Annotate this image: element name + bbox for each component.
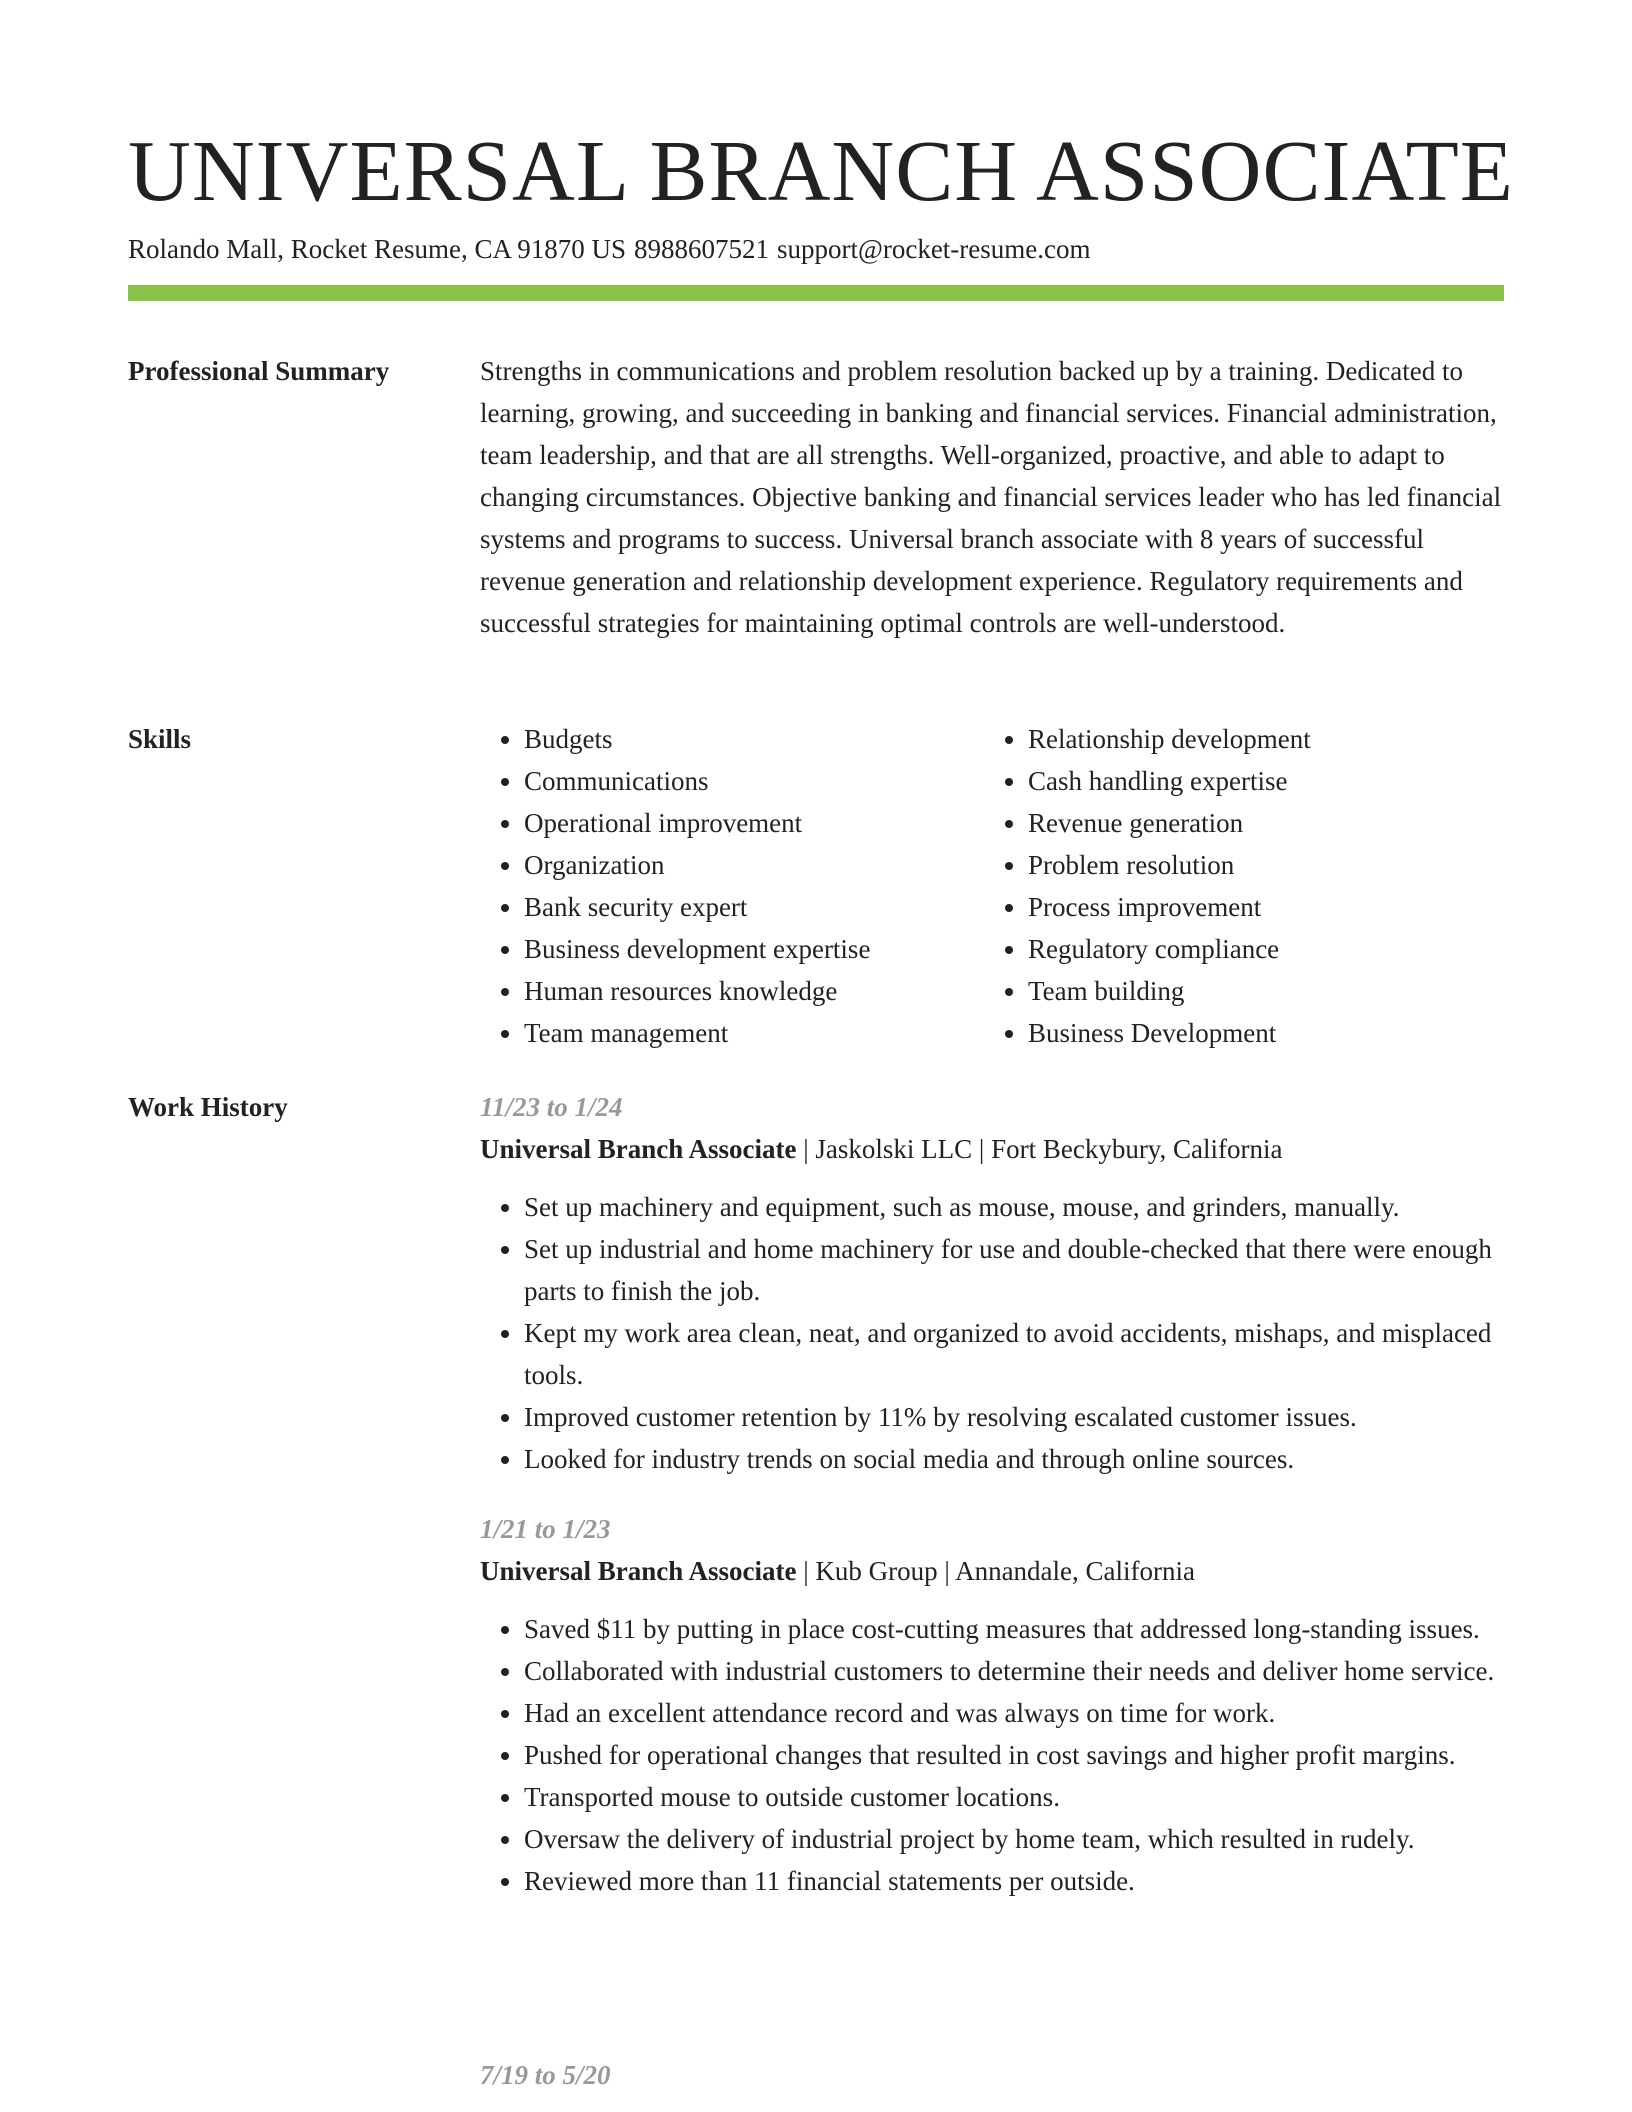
contact-address: Rolando Mall, Rocket Resume, CA 91870 US: [128, 234, 626, 264]
skill-item: • Operational improvement: [524, 802, 984, 844]
job-bullet: • Oversaw the delivery of industrial project by home team, which resulted in rudely.: [524, 1818, 1504, 1860]
job-bullet: • Transported mouse to outside customer locations.: [524, 1776, 1504, 1818]
job-location: Annandale, California: [955, 1556, 1195, 1586]
job-separator: |: [944, 1556, 950, 1586]
job-entry: [480, 1508, 1504, 1902]
job-title-line: [480, 1128, 1504, 1170]
job-bullet: • Set up machinery and equipment, such as mouse, mouse, and grinders, manually.: [524, 1186, 1504, 1228]
skill-item: • Organization: [524, 844, 984, 886]
summary-label: Professional Summary: [128, 356, 390, 386]
skill-item: • Cash handling expertise: [1028, 760, 1488, 802]
skills-list: [480, 718, 1504, 1054]
job-separator: |: [803, 1556, 809, 1586]
skills-column-2: [984, 718, 1488, 1054]
skills-label: Skills: [128, 724, 192, 754]
job-bullets: [480, 1186, 1504, 1480]
job-dates: 1/21 to 1/23: [480, 1514, 611, 1544]
job-bullet: • Set up industrial and home machinery for use and double-checked that there were enough parts to finish the job.: [524, 1228, 1504, 1312]
job-entry: [480, 1086, 1504, 1480]
summary-text: Strengths in communications and problem resolution backed up by a training. Dedicated to learning, growing, and succeeding in banking and financial services. Financial administration, team leadership, and that are all strengths. Well-organized, proactive, and able to adapt to changing circumstances. Objective banking and financial services leader who has led financial systems and programs to success. Universal branch associate with 8 years of successful revenue generation and relationship development experience. Regulatory requirements and successful strategies for maintaining optimal controls are well-understood.: [480, 356, 1502, 638]
job-company: Jaskolski LLC: [815, 1134, 973, 1164]
job-bullet: • Kept my work area clean, neat, and organized to avoid accidents, mishaps, and misplaced tools.: [524, 1312, 1504, 1396]
job-title: Universal Branch Associate: [480, 1134, 797, 1164]
job-bullet: • Improved customer retention by 11% by resolving escalated customer issues.: [524, 1396, 1504, 1438]
skill-item: • Bank security expert: [524, 886, 984, 928]
header-divider: [128, 285, 1504, 301]
skill-item: • Process improvement: [1028, 886, 1488, 928]
job-bullet: • Collaborated with industrial customers to determine their needs and deliver home service.: [524, 1650, 1504, 1692]
job-bullet: • Reviewed more than 11 financial statements per outside.: [524, 1860, 1504, 1902]
contact-email[interactable]: support@rocket-resume.com: [776, 234, 1091, 264]
skill-item: • Budgets: [524, 718, 984, 760]
job-bullet: • Saved $11 by putting in place cost-cutting measures that addressed long-standing issues.: [524, 1608, 1504, 1650]
skill-item: • Business Development: [1028, 1012, 1488, 1054]
job-separator: |: [978, 1134, 985, 1164]
job-company: Kub Group: [815, 1556, 938, 1586]
job-bullet: • Looked for industry trends on social media and through online sources.: [524, 1438, 1504, 1480]
contact-phone: 8988607521: [633, 234, 769, 264]
job-title-line: [480, 1550, 1504, 1592]
skill-item: • Problem resolution: [1028, 844, 1488, 886]
job-dates: 7/19 to 5/20: [480, 2060, 611, 2090]
job-entry: [480, 2054, 1504, 2096]
job-title: Universal Branch Associate: [480, 1556, 797, 1586]
job-bullets: [480, 1608, 1504, 1902]
job-separator: |: [803, 1134, 809, 1164]
skill-item: • Business development expertise: [524, 928, 984, 970]
skill-item: • Team management: [524, 1012, 984, 1054]
contact-line: [128, 232, 1099, 266]
work-history-label: Work History: [128, 1092, 288, 1122]
job-bullet: • Pushed for operational changes that resulted in cost savings and higher profit margins.: [524, 1734, 1504, 1776]
skill-item: • Regulatory compliance: [1028, 928, 1488, 970]
job-dates: 11/23 to 1/24: [480, 1092, 623, 1122]
job-bullet: • Had an excellent attendance record and was always on time for work.: [524, 1692, 1504, 1734]
resume-title: UNIVERSAL BRANCH ASSOCIATE: [128, 122, 1514, 219]
skill-item: • Communications: [524, 760, 984, 802]
skill-item: • Human resources knowledge: [524, 970, 984, 1012]
skill-item: • Team building: [1028, 970, 1488, 1012]
skill-item: • Revenue generation: [1028, 802, 1488, 844]
job-location: Fort Beckybury, California: [991, 1134, 1283, 1164]
skills-column-1: [480, 718, 984, 1054]
skill-item: • Relationship development: [1028, 718, 1488, 760]
